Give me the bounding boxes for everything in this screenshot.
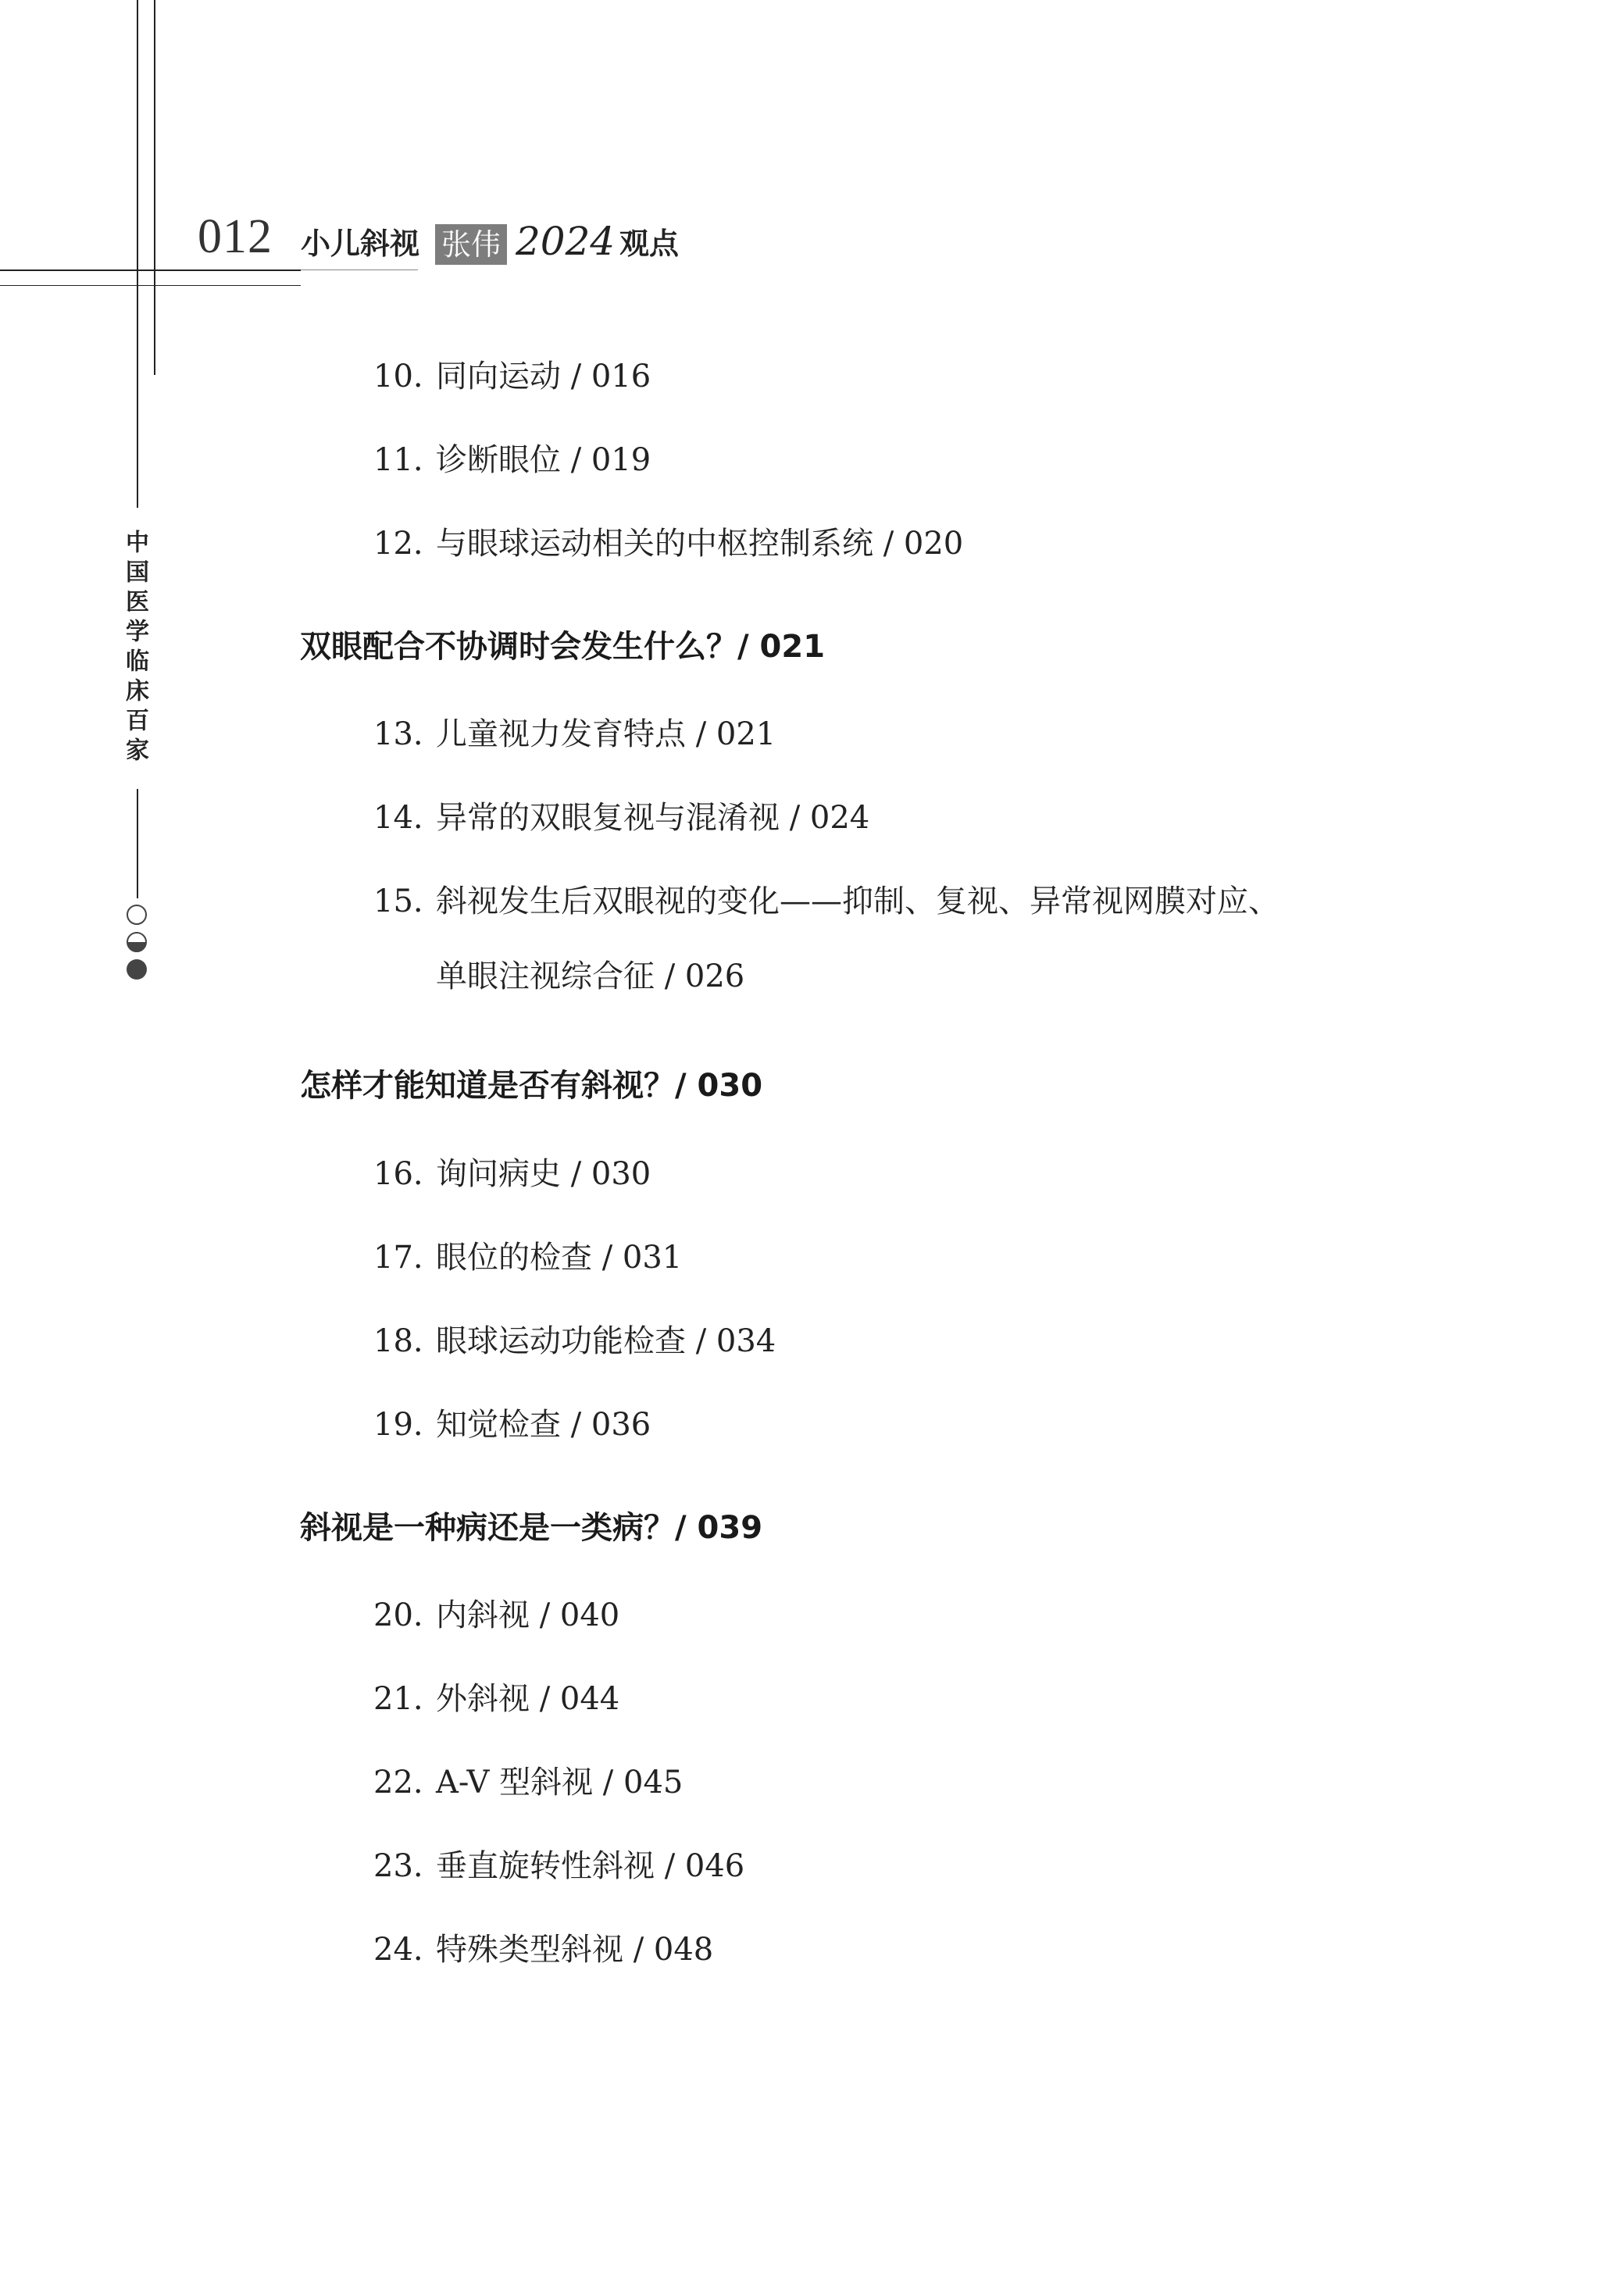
header-underline: [301, 269, 418, 270]
toc-entry-number: 22.: [373, 1765, 423, 1801]
toc-entry-number: 24.: [373, 1932, 423, 1968]
toc-entry-number: 20.: [373, 1597, 423, 1633]
toc-entry-continuation: 单眼注视综合征 / 026: [436, 958, 745, 994]
toc-entry-number: 18.: [373, 1323, 423, 1359]
series-label: 中国医学临床百家: [121, 530, 148, 767]
toc-entry: [373, 444, 651, 476]
toc-entry: [373, 1158, 651, 1190]
toc-entry-number: 23.: [373, 1848, 423, 1884]
toc-entry-number: 17.: [373, 1240, 423, 1276]
toc-entry-text: 斜视发生后双眼视的变化——抑制、复视、异常视网膜对应、: [436, 883, 1280, 919]
toc-section-heading: 怎样才能知道是否有斜视？/ 030: [300, 1068, 763, 1104]
half-circle-icon: [127, 932, 147, 952]
toc-entry-number: 21.: [373, 1681, 423, 1717]
header-views: 观点: [619, 227, 680, 261]
book-title: 小儿斜视: [301, 227, 420, 261]
toc-entry-number: 14.: [373, 800, 423, 836]
toc-entry-text: A-V 型斜视 / 045: [436, 1765, 684, 1801]
toc-entry: [373, 1323, 776, 1359]
toc-entry-text: 眼球运动功能检查 / 034: [436, 1323, 776, 1359]
toc-entry-number: 12.: [373, 526, 423, 562]
toc-entry: [373, 1683, 619, 1715]
toc-entry: [373, 1240, 683, 1276]
author-badge: 张伟: [435, 224, 507, 265]
toc-entry-text: 同向运动 / 016: [436, 359, 651, 394]
header-year: 2024: [516, 219, 616, 264]
toc-entry-number: 15.: [373, 883, 423, 919]
vertical-rule-outer-lower: [137, 789, 138, 898]
toc-section-heading: 双眼配合不协调时会发生什么？/ 021: [300, 629, 826, 665]
toc-entry-text: 知觉检查 / 036: [436, 1407, 651, 1443]
toc-entry: [373, 1848, 745, 1884]
toc-entry-text: 儿童视力发育特点 / 021: [436, 716, 776, 752]
vertical-rule-outer: [137, 0, 138, 508]
toc-entry: [373, 716, 776, 752]
horizontal-rule-bottom: [0, 285, 301, 286]
vertical-rule-inner: [154, 0, 155, 375]
toc-entry: [373, 526, 964, 562]
toc-entry-text: 诊断眼位 / 019: [436, 442, 651, 478]
toc-entry: [373, 1765, 684, 1801]
toc-entry-text: 与眼球运动相关的中枢控制系统 / 020: [436, 526, 964, 562]
filled-circle-icon: [127, 959, 147, 980]
toc-section-heading: 斜视是一种病还是一类病？/ 039: [300, 1510, 763, 1546]
toc-entry-number: 11.: [373, 442, 423, 478]
empty-circle-icon: [127, 905, 147, 925]
toc-entry: [373, 1407, 651, 1443]
toc-entry-text: 异常的双眼复视与混淆视 / 024: [436, 800, 870, 836]
toc-entry: [373, 1932, 714, 1968]
horizontal-rule-top: [0, 269, 301, 271]
toc-entry: [373, 1597, 620, 1633]
toc-entry-text: 特殊类型斜视 / 048: [436, 1932, 714, 1968]
toc-entry-number: 16.: [373, 1156, 423, 1192]
toc-entry-text: 内斜视 / 040: [436, 1597, 620, 1633]
toc-entry-text: 询问病史 / 030: [436, 1156, 651, 1192]
toc-entry: [373, 883, 1280, 919]
toc-entry: [373, 361, 651, 392]
toc-entry-text: 外斜视 / 044: [436, 1681, 620, 1717]
toc-entry-text: 垂直旋转性斜视 / 046: [436, 1848, 745, 1884]
toc-entry-number: 19.: [373, 1407, 423, 1443]
toc-entry-number: 10.: [373, 359, 423, 394]
toc-entry-text: 眼位的检查 / 031: [436, 1240, 683, 1276]
toc-entry: [373, 800, 870, 836]
page-number: 012: [198, 210, 273, 263]
toc-entry-number: 13.: [373, 716, 423, 752]
